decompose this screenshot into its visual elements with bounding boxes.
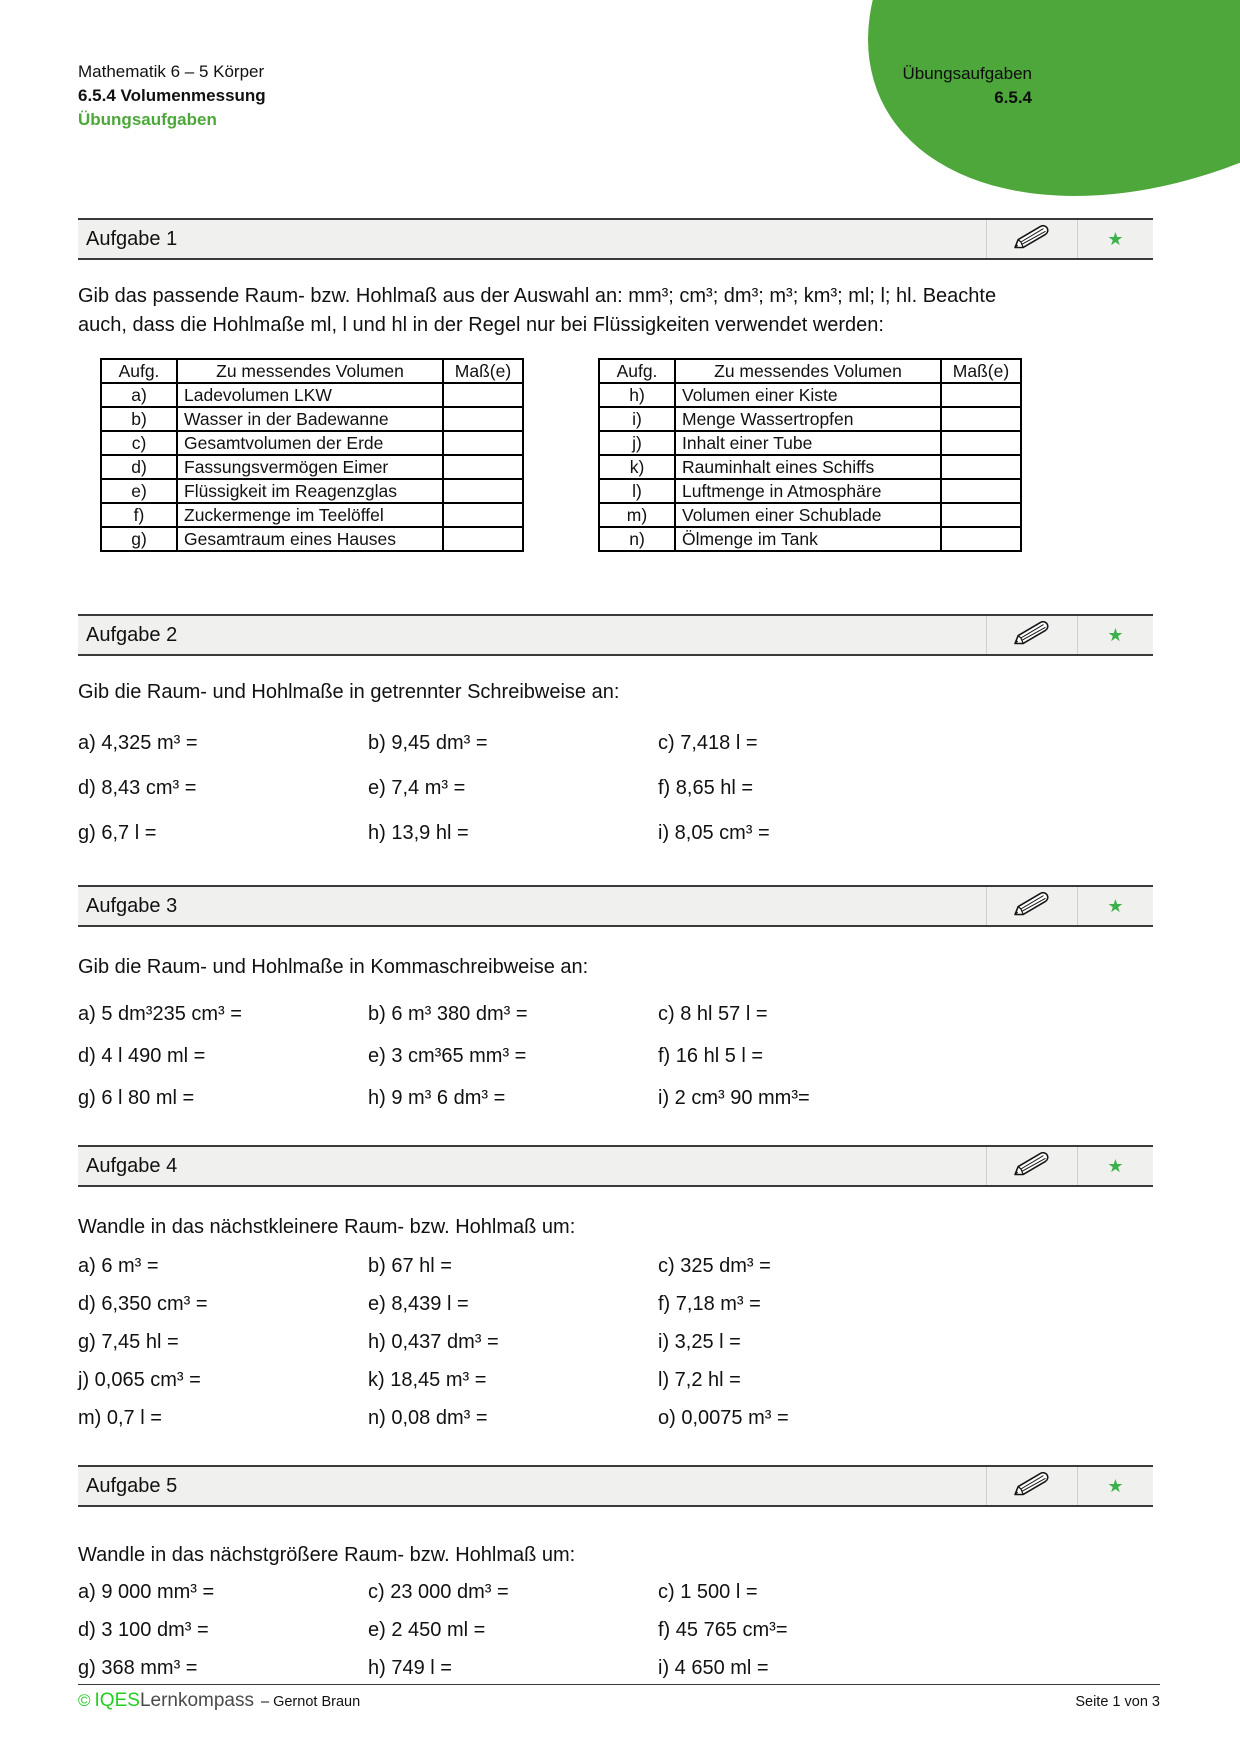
answer-blank-cell[interactable] bbox=[443, 383, 523, 407]
exercise-item: e) 2 450 ml = bbox=[368, 1619, 486, 1641]
section-title: Aufgabe 1 bbox=[86, 227, 178, 250]
section-aufgabe-5 bbox=[78, 1465, 1153, 1680]
exercise-item: f) 16 hl 5 l = bbox=[658, 1045, 764, 1067]
document-footer bbox=[78, 1684, 1160, 1712]
task-label-cell: n) bbox=[599, 527, 675, 551]
section-title: Aufgabe 5 bbox=[86, 1474, 178, 1497]
section-header-bar bbox=[78, 614, 1153, 656]
table-row bbox=[101, 527, 523, 551]
section-instruction: Wandle in das nächstkleinere Raum- bzw. Hohlmaß um: bbox=[78, 1216, 576, 1238]
exercise-item: h) 13,9 hl = bbox=[368, 822, 469, 844]
exercise-item: c) 1 500 l = bbox=[658, 1581, 758, 1603]
answer-blank-cell[interactable] bbox=[941, 383, 1021, 407]
pencil-cell bbox=[986, 1147, 1077, 1185]
pencil-icon bbox=[1012, 1150, 1052, 1182]
table-row bbox=[101, 431, 523, 455]
answer-blank-cell[interactable] bbox=[941, 455, 1021, 479]
exercise-item: d) 4 l 490 ml = bbox=[78, 1045, 206, 1067]
table-row bbox=[599, 407, 1021, 431]
exercise-item: h) 0,437 dm³ = bbox=[368, 1331, 499, 1353]
chapter-title: 6.5.4 Volumenmessung bbox=[78, 86, 266, 105]
table-header-row bbox=[101, 359, 523, 383]
answer-blank-cell[interactable] bbox=[443, 527, 523, 551]
exercise-item: g) 6 l 80 ml = bbox=[78, 1087, 195, 1109]
task-description-cell: Gesamtraum eines Hauses bbox=[177, 527, 443, 551]
task-label-cell: l) bbox=[599, 479, 675, 503]
exercise-item: k) 18,45 m³ = bbox=[368, 1369, 487, 1391]
exercise-item: e) 3 cm³65 mm³ = bbox=[368, 1045, 527, 1067]
section-instruction: Gib die Raum- und Hohlmaße in Kommaschreibweise an: bbox=[78, 956, 589, 978]
pencil-cell bbox=[986, 887, 1077, 925]
exercise-item: a) 5 dm³235 cm³ = bbox=[78, 1003, 242, 1025]
task-description-cell: Ölmenge im Tank bbox=[675, 527, 941, 551]
star-cell bbox=[1077, 1467, 1153, 1505]
section-header-bar bbox=[78, 885, 1153, 927]
task-description-cell: Inhalt einer Tube bbox=[675, 431, 941, 455]
author-name: – Gernot Braun bbox=[261, 1694, 361, 1710]
answer-blank-cell[interactable] bbox=[941, 503, 1021, 527]
exercise-item: c) 7,418 l = bbox=[658, 732, 758, 754]
section-aufgabe-1 bbox=[78, 218, 1153, 550]
document-header bbox=[78, 60, 266, 132]
answer-blank-cell[interactable] bbox=[443, 407, 523, 431]
section-header-bar bbox=[78, 218, 1153, 260]
section-aufgabe-2 bbox=[78, 614, 1153, 845]
task-description-cell: Volumen einer Schublade bbox=[675, 503, 941, 527]
exercise-item: a) 9 000 mm³ = bbox=[78, 1581, 215, 1603]
section-title: Aufgabe 4 bbox=[86, 1154, 178, 1177]
page-number: Seite 1 von 3 bbox=[1075, 1694, 1160, 1710]
table-header-cell: Maß(e) bbox=[443, 359, 523, 383]
exercise-item: a) 6 m³ = bbox=[78, 1255, 159, 1277]
brand-iqes: IQES bbox=[94, 1690, 140, 1711]
pencil-cell bbox=[986, 220, 1077, 258]
task-description-cell: Ladevolumen LKW bbox=[177, 383, 443, 407]
exercise-item: o) 0,0075 m³ = bbox=[658, 1407, 789, 1429]
table-header-cell: Aufg. bbox=[101, 359, 177, 383]
footer-brand bbox=[78, 1690, 360, 1712]
table-header-row bbox=[599, 359, 1021, 383]
exercise-item: i) 4 650 ml = bbox=[658, 1657, 769, 1679]
star-cell bbox=[1077, 887, 1153, 925]
task-label-cell: k) bbox=[599, 455, 675, 479]
exercise-items bbox=[78, 731, 1153, 845]
exercise-item: e) 7,4 m³ = bbox=[368, 777, 466, 799]
task-label-cell: c) bbox=[101, 431, 177, 455]
exercise-item: i) 3,25 l = bbox=[658, 1331, 741, 1353]
section-title: Aufgabe 2 bbox=[86, 623, 178, 646]
pencil-cell bbox=[986, 1467, 1077, 1505]
badge-label: Übungsaufgaben bbox=[902, 64, 1032, 83]
task-label-cell: f) bbox=[101, 503, 177, 527]
exercise-item: f) 7,18 m³ = bbox=[658, 1293, 761, 1315]
exercise-item: i) 8,05 cm³ = bbox=[658, 822, 770, 844]
course-title: Mathematik 6 – 5 Körper bbox=[78, 62, 265, 81]
section-header-bar bbox=[78, 1465, 1153, 1507]
task-description-cell: Flüssigkeit im Reagenzglas bbox=[177, 479, 443, 503]
exercise-item: d) 3 100 dm³ = bbox=[78, 1619, 209, 1641]
exercise-item: d) 8,43 cm³ = bbox=[78, 777, 197, 799]
task-label-cell: m) bbox=[599, 503, 675, 527]
exercise-item: g) 368 mm³ = bbox=[78, 1657, 198, 1679]
pencil-icon bbox=[1012, 619, 1052, 651]
pencil-icon bbox=[1012, 223, 1052, 255]
answer-blank-cell[interactable] bbox=[941, 479, 1021, 503]
exercise-item: g) 7,45 hl = bbox=[78, 1331, 179, 1353]
task-label-cell: b) bbox=[101, 407, 177, 431]
star-icon: ★ bbox=[1107, 896, 1124, 916]
section-aufgabe-4 bbox=[78, 1145, 1153, 1430]
table-header-cell: Aufg. bbox=[599, 359, 675, 383]
exercise-items bbox=[78, 1254, 1153, 1430]
exercise-item: g) 6,7 l = bbox=[78, 822, 157, 844]
pencil-icon bbox=[1012, 890, 1052, 922]
task-description-cell: Rauminhalt eines Schiffs bbox=[675, 455, 941, 479]
exercise-item: j) 0,065 cm³ = bbox=[78, 1369, 201, 1391]
exercise-item: c) 23 000 dm³ = bbox=[368, 1581, 509, 1603]
copyright-icon: © bbox=[78, 1691, 91, 1710]
exercise-item: b) 9,45 dm³ = bbox=[368, 732, 488, 754]
pencil-icon bbox=[1012, 1470, 1052, 1502]
exercise-items bbox=[78, 1580, 1153, 1680]
exercise-item: f) 8,65 hl = bbox=[658, 777, 754, 799]
exercise-item: d) 6,350 cm³ = bbox=[78, 1293, 208, 1315]
table-row bbox=[101, 407, 523, 431]
brand-lernkompass: Lernkompass bbox=[139, 1690, 254, 1711]
answer-blank-cell[interactable] bbox=[443, 503, 523, 527]
exercise-item: c) 325 dm³ = bbox=[658, 1255, 771, 1277]
table-row bbox=[599, 383, 1021, 407]
exercise-item: e) 8,439 l = bbox=[368, 1293, 469, 1315]
task-description-cell: Menge Wassertropfen bbox=[675, 407, 941, 431]
star-icon: ★ bbox=[1107, 1476, 1124, 1496]
task-label-cell: d) bbox=[101, 455, 177, 479]
table-row bbox=[101, 479, 523, 503]
exercise-item: i) 2 cm³ 90 mm³= bbox=[658, 1087, 810, 1109]
task-label-cell: i) bbox=[599, 407, 675, 431]
table-row bbox=[599, 527, 1021, 551]
exercise-item: n) 0,08 dm³ = bbox=[368, 1407, 488, 1429]
volume-tables bbox=[78, 358, 1153, 550]
task-label-cell: g) bbox=[101, 527, 177, 551]
star-icon: ★ bbox=[1107, 625, 1124, 645]
section-instruction: Gib die Raum- und Hohlmaße in getrennter Schreibweise an: bbox=[78, 681, 620, 703]
exercise-item: b) 67 hl = bbox=[368, 1255, 452, 1277]
task-label-cell: e) bbox=[101, 479, 177, 503]
task-description-cell: Wasser in der Badewanne bbox=[177, 407, 443, 431]
task-description-cell: Luftmenge in Atmosphäre bbox=[675, 479, 941, 503]
table-row bbox=[101, 503, 523, 527]
exercise-item: l) 7,2 hl = bbox=[658, 1369, 741, 1391]
task-label-cell: a) bbox=[101, 383, 177, 407]
table-header-cell: Maß(e) bbox=[941, 359, 1021, 383]
answer-blank-cell[interactable] bbox=[443, 479, 523, 503]
section-aufgabe-3 bbox=[78, 885, 1153, 1110]
star-cell bbox=[1077, 220, 1153, 258]
star-cell bbox=[1077, 1147, 1153, 1185]
exercise-item: h) 9 m³ 6 dm³ = bbox=[368, 1087, 506, 1109]
exercise-item: c) 8 hl 57 l = bbox=[658, 1003, 768, 1025]
table-row bbox=[599, 455, 1021, 479]
exercise-item: m) 0,7 l = bbox=[78, 1407, 162, 1429]
table-row bbox=[599, 431, 1021, 455]
corner-badge bbox=[902, 62, 1032, 110]
star-cell bbox=[1077, 616, 1153, 654]
badge-number: 6.5.4 bbox=[994, 88, 1032, 107]
answer-blank-cell[interactable] bbox=[443, 431, 523, 455]
table-header-cell: Zu messendes Volumen bbox=[177, 359, 443, 383]
task-description-cell: Gesamtvolumen der Erde bbox=[177, 431, 443, 455]
section-instruction: Gib das passende Raum- bzw. Hohlmaß aus der Auswahl an: mm³; cm³; dm³; m³; km³; ml; l; hl. Beachte auch, dass die Hohlmaße ml, l und hl in der Regel nur bei Flüssigkeiten verwendet werden: bbox=[78, 285, 997, 336]
task-description-cell: Volumen einer Kiste bbox=[675, 383, 941, 407]
task-description-cell: Zuckermenge im Teelöffel bbox=[177, 503, 443, 527]
task-label-cell: j) bbox=[599, 431, 675, 455]
section-title: Aufgabe 3 bbox=[86, 894, 178, 917]
task-description-cell: Fassungsvermögen Eimer bbox=[177, 455, 443, 479]
exercise-items bbox=[78, 1002, 1153, 1110]
pencil-cell bbox=[986, 616, 1077, 654]
table-row bbox=[101, 455, 523, 479]
exercise-item: b) 6 m³ 380 dm³ = bbox=[368, 1003, 528, 1025]
table-row bbox=[599, 479, 1021, 503]
star-icon: ★ bbox=[1107, 1156, 1124, 1176]
answer-blank-cell[interactable] bbox=[941, 431, 1021, 455]
section-instruction: Wandle in das nächstgrößere Raum- bzw. Hohlmaß um: bbox=[78, 1544, 576, 1566]
table-row bbox=[599, 503, 1021, 527]
exercise-item: f) 45 765 cm³= bbox=[658, 1619, 788, 1641]
answer-blank-cell[interactable] bbox=[443, 455, 523, 479]
table-header-cell: Zu messendes Volumen bbox=[675, 359, 941, 383]
answer-blank-cell[interactable] bbox=[941, 407, 1021, 431]
star-icon: ★ bbox=[1107, 229, 1124, 249]
exercise-item: h) 749 l = bbox=[368, 1657, 452, 1679]
volume-table-left bbox=[100, 358, 524, 552]
section-header-bar bbox=[78, 1145, 1153, 1187]
table-row bbox=[101, 383, 523, 407]
answer-blank-cell[interactable] bbox=[941, 527, 1021, 551]
task-label-cell: h) bbox=[599, 383, 675, 407]
volume-table-right bbox=[598, 358, 1022, 552]
subtitle-uebungsaufgaben: Übungsaufgaben bbox=[78, 110, 217, 129]
exercise-item: a) 4,325 m³ = bbox=[78, 732, 198, 754]
